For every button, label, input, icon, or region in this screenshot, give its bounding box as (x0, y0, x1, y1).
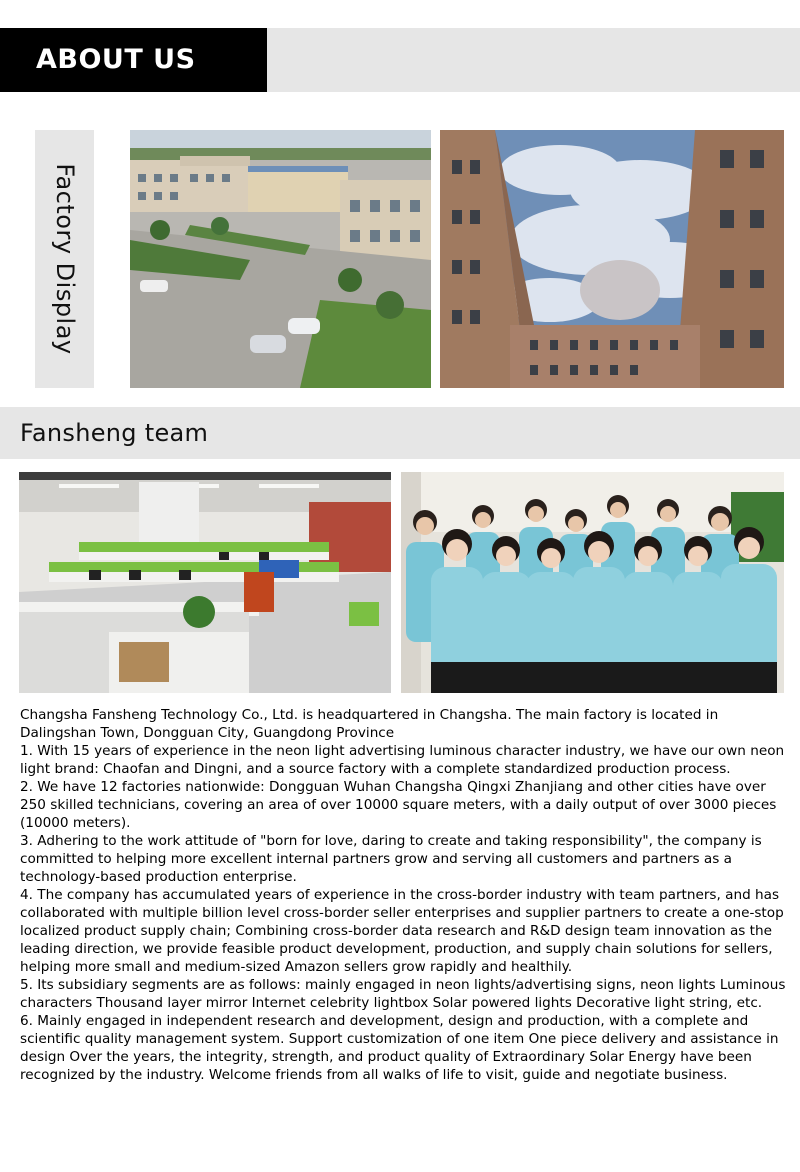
about-us-title: ABOUT US (0, 28, 267, 92)
factory-yard-photo (130, 130, 431, 388)
factory-buildings-sky-photo (440, 130, 784, 388)
description-paragraph-5: 5. Its subsidiary segments are as follows: mainly engaged in neon lights/advertising signs, neon lights Luminous characters Thousand layer mirror Internet celebrity lightbox Solar powered lights Decorative light string, etc. (20, 977, 786, 1011)
description-paragraph-1: 1. With 15 years of experience in the neon light advertising luminous character industry, we have our own neon light brand: Chaofan and Dingni, and a source factory with a complete standardized production process. (20, 743, 785, 777)
team-group-photo (401, 472, 784, 693)
description-paragraph-6: 6. Mainly engaged in independent research and development, design and production, with a complete and scientific quality management system. Support customization of one item One piece delivery and assistance in design Over the years, the integrity, strength, and product quality of Extraordinary Solar Energy have been recognized by the industry. Welcome friends from all walks of life to visit, guide and negotiate business. (20, 1013, 779, 1083)
description-paragraph-2: 2. We have 12 factories nationwide: Dongguan Wuhan Changsha Qingxi Zhanjiang and other cities have over 250 skilled technicians, covering an area of over 10000 square meters, with a daily output of over 3000 pieces (10000 meters). (20, 779, 777, 831)
about-us-band (0, 28, 800, 92)
team-section-band (0, 407, 800, 459)
description-paragraph-intro: Changsha Fansheng Technology Co., Ltd. is headquartered in Changsha. The main factory is located in Dalingshan Town, Dongguan City, Guangdong Province (20, 707, 719, 741)
factory-display-label: Factory Display (50, 163, 79, 355)
team-section-title: Fansheng team (20, 419, 209, 447)
description-paragraph-3: 3. Adhering to the work attitude of "born for love, daring to create and taking responsibility", the company is committed to helping more excellent internal partners grow and serving all customers and partners as a technology-based production enterprise. (20, 833, 762, 885)
description-paragraph-4: 4. The company has accumulated years of experience in the cross-border industry with team partners, and has collaborated with multiple billion level cross-border seller enterprises and supplier partners to create a one-stop localized product supply chain; Combining cross-border data research and R&D design team innovation as the leading direction, we provide feasible product development, production, and supply chain solutions for sellers, helping more small and medium-sized Amazon sellers grow rapidly and healthily. (20, 887, 784, 975)
factory-display-label-box (35, 130, 94, 388)
company-description (20, 706, 786, 1084)
office-photo (19, 472, 391, 693)
